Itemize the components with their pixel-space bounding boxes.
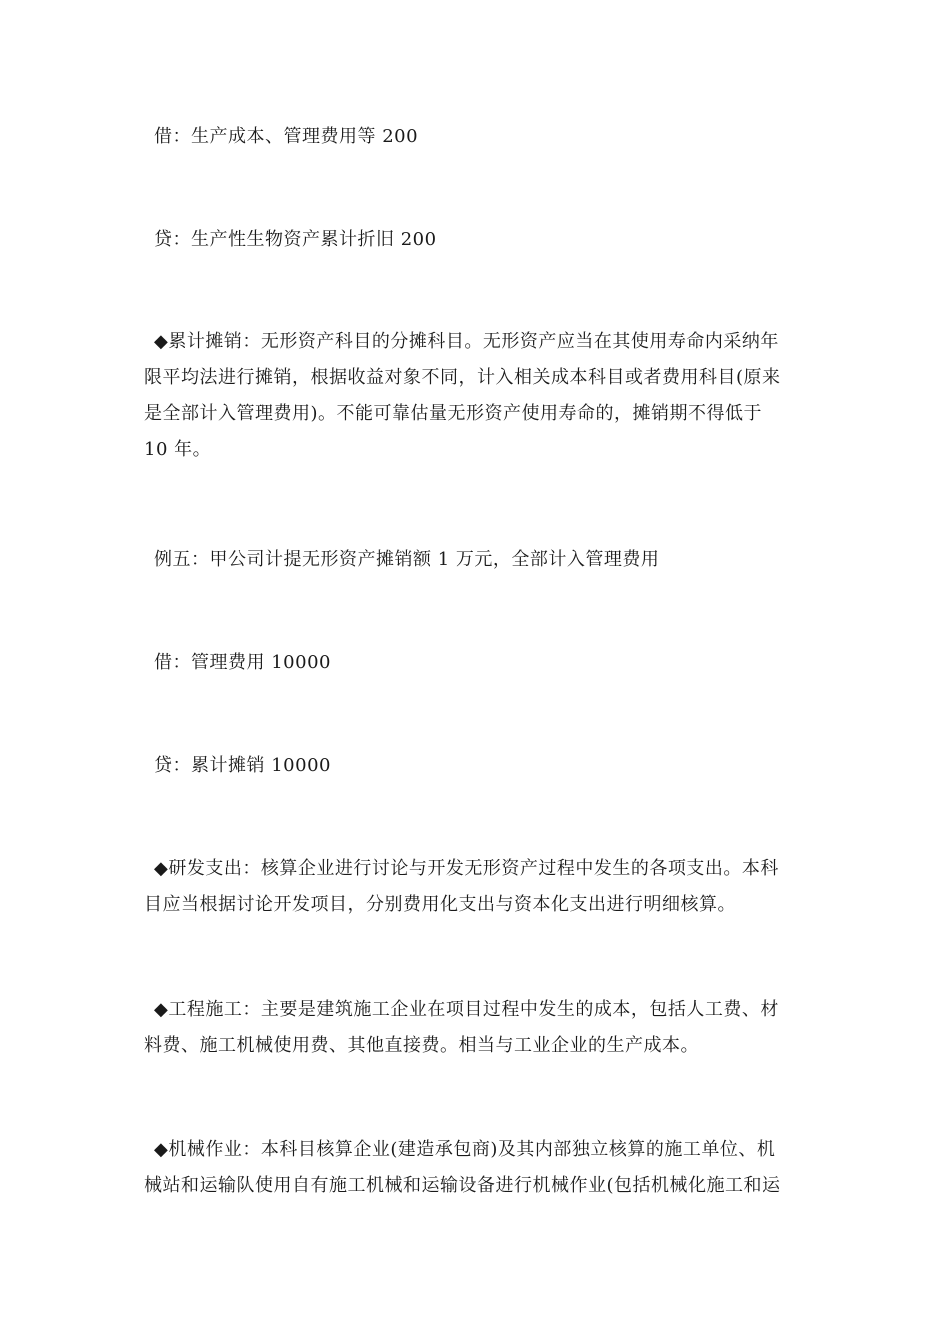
paragraph-credit-bio-asset-depreciation [144,222,810,258]
paragraph-credit-accumulated-amortization [144,748,810,784]
paragraph-machinery-operation [144,1132,810,1204]
paragraph-construction-work [144,992,810,1064]
text-line: 借：生产成本、管理费用等 200 [154,126,419,147]
paragraph-example-five [144,542,810,578]
text-line: ◆工程施工：主要是建筑施工企业在项目过程中发生的成本，包括人工费、材 [154,999,779,1020]
text-line: 是全部计入管理费用)。不能可靠估量无形资产使用寿命的，摊销期不得低于 [144,403,763,424]
text-line: ◆累计摊销：无形资产科目的分摊科目。无形资产应当在其使用寿命内采纳年 [154,331,779,352]
paragraph-debit-admin-expense [144,645,810,681]
paragraph-accumulated-amortization [144,324,810,468]
text-line: 例五：甲公司计提无形资产摊销额 1 万元，全部计入管理费用 [154,549,660,570]
text-line: ◆研发支出：核算企业进行讨论与开发无形资产过程中发生的各项支出。本科 [154,858,779,879]
text-line: 贷：生产性生物资产累计折旧 200 [154,229,437,250]
text-line: ◆机械作业：本科目核算企业(建造承包商)及其内部独立核算的施工单位、机 [154,1139,776,1160]
paragraph-debit-production-cost [144,119,810,155]
text-line: 限平均法进行摊销，根据收益对象不同，计入相关成本科目或者费用科目(原来 [144,367,781,388]
text-line: 目应当根据讨论开发项目，分别费用化支出与资本化支出进行明细核算。 [144,894,736,915]
text-line: 贷：累计摊销 10000 [154,755,331,776]
paragraph-rd-expenditure [144,851,810,923]
text-line: 借：管理费用 10000 [154,652,331,673]
text-line: 10 年。 [144,439,212,460]
text-line: 料费、施工机械使用费、其他直接费。相当与工业企业的生产成本。 [144,1035,699,1056]
text-line: 械站和运输队使用自有施工机械和运输设备进行机械作业(包括机械化施工和运 [144,1175,781,1196]
